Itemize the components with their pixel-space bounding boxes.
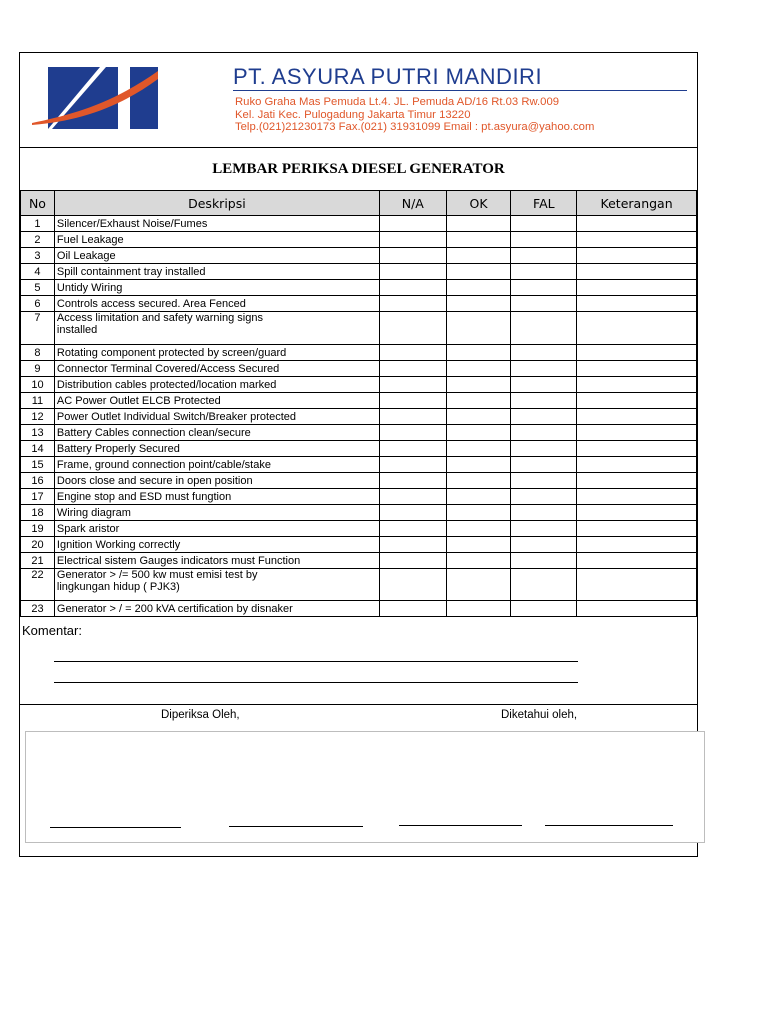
row-number: 4 bbox=[21, 264, 55, 280]
row-number: 10 bbox=[21, 377, 55, 393]
row-description: Fuel Leakage bbox=[54, 232, 379, 248]
row-description: Untidy Wiring bbox=[54, 280, 379, 296]
ok-cell[interactable] bbox=[446, 409, 511, 425]
na-cell[interactable] bbox=[379, 553, 446, 569]
row-description: Controls access secured. Area Fenced bbox=[54, 296, 379, 312]
ok-cell[interactable] bbox=[446, 425, 511, 441]
row-number: 15 bbox=[21, 457, 55, 473]
row-number: 17 bbox=[21, 489, 55, 505]
ok-cell[interactable] bbox=[446, 473, 511, 489]
na-cell[interactable] bbox=[379, 473, 446, 489]
col-header-ok: OK bbox=[446, 191, 511, 216]
col-header-fal: FAL bbox=[511, 191, 577, 216]
col-header-no: No bbox=[21, 191, 55, 216]
notes-cell[interactable] bbox=[577, 409, 697, 425]
ok-cell[interactable] bbox=[446, 601, 511, 617]
notes-cell[interactable] bbox=[577, 312, 697, 345]
notes-cell[interactable] bbox=[577, 489, 697, 505]
row-description: Power Outlet Individual Switch/Breaker protected bbox=[54, 409, 379, 425]
table-row bbox=[21, 505, 697, 521]
address-line-1: Ruko Graha Mas Pemuda Lt.4. JL. Pemuda AD/16 Rt.03 Rw.009 bbox=[235, 96, 560, 108]
notes-cell[interactable] bbox=[577, 425, 697, 441]
table-row bbox=[21, 441, 697, 457]
ok-cell[interactable] bbox=[446, 264, 511, 280]
table-row bbox=[21, 521, 697, 537]
na-cell[interactable] bbox=[379, 345, 446, 361]
table-row bbox=[21, 345, 697, 361]
row-description: Generator > / = 200 kVA certification by disnaker bbox=[54, 601, 379, 617]
notes-cell[interactable] bbox=[577, 361, 697, 377]
ok-cell[interactable] bbox=[446, 216, 511, 232]
row-description: Ignition Working correctly bbox=[54, 537, 379, 553]
na-cell[interactable] bbox=[379, 312, 446, 345]
fal-cell[interactable] bbox=[511, 345, 577, 361]
notes-cell[interactable] bbox=[577, 345, 697, 361]
table-row bbox=[21, 377, 697, 393]
row-description: Frame, ground connection point/cable/stake bbox=[54, 457, 379, 473]
table-row bbox=[21, 280, 697, 296]
form-title: LEMBAR PERIKSA DIESEL GENERATOR bbox=[212, 161, 505, 177]
row-description: Battery Cables connection clean/secure bbox=[54, 425, 379, 441]
company-name: PT. ASYURA PUTRI MANDIRI bbox=[233, 64, 543, 89]
row-number: 2 bbox=[21, 232, 55, 248]
notes-cell[interactable] bbox=[577, 505, 697, 521]
ok-cell[interactable] bbox=[446, 280, 511, 296]
fal-cell[interactable] bbox=[511, 409, 577, 425]
row-number: 13 bbox=[21, 425, 55, 441]
ok-cell[interactable] bbox=[446, 457, 511, 473]
na-cell[interactable] bbox=[379, 537, 446, 553]
fal-cell[interactable] bbox=[511, 296, 577, 312]
fal-cell[interactable] bbox=[511, 553, 577, 569]
ok-cell[interactable] bbox=[446, 232, 511, 248]
na-cell[interactable] bbox=[379, 377, 446, 393]
na-cell[interactable] bbox=[379, 248, 446, 264]
letterhead bbox=[20, 53, 697, 148]
row-number: 14 bbox=[21, 441, 55, 457]
fal-cell[interactable] bbox=[511, 280, 577, 296]
table-header-row bbox=[21, 191, 697, 216]
na-cell[interactable] bbox=[379, 569, 446, 601]
notes-cell[interactable] bbox=[577, 377, 697, 393]
notes-cell[interactable] bbox=[577, 521, 697, 537]
na-cell[interactable] bbox=[379, 393, 446, 409]
comment-line-1[interactable] bbox=[54, 661, 578, 662]
table-row bbox=[21, 473, 697, 489]
table-row bbox=[21, 553, 697, 569]
notes-cell[interactable] bbox=[577, 553, 697, 569]
notes-cell[interactable] bbox=[577, 296, 697, 312]
ok-cell[interactable] bbox=[446, 441, 511, 457]
notes-cell[interactable] bbox=[577, 280, 697, 296]
table-row bbox=[21, 361, 697, 377]
ok-cell[interactable] bbox=[446, 537, 511, 553]
na-cell[interactable] bbox=[379, 280, 446, 296]
na-cell[interactable] bbox=[379, 601, 446, 617]
table-row bbox=[21, 425, 697, 441]
notes-cell[interactable] bbox=[577, 441, 697, 457]
col-header-notes: Keterangan bbox=[577, 191, 697, 216]
ok-cell[interactable] bbox=[446, 361, 511, 377]
address-line-3: Telp.(021)21230173 Fax.(021) 31931099 Email : pt.asyura@yahoo.com bbox=[235, 121, 595, 133]
checked-by-label: Diperiksa Oleh, bbox=[161, 709, 240, 721]
row-description: Rotating component protected by screen/guard bbox=[54, 345, 379, 361]
col-header-description: Deskripsi bbox=[54, 191, 379, 216]
row-description: Generator > /= 500 kw must emisi test by lingkungan hidup ( PJK3) bbox=[54, 569, 379, 601]
fal-cell[interactable] bbox=[511, 489, 577, 505]
ok-cell[interactable] bbox=[446, 393, 511, 409]
row-description: Wiring diagram bbox=[54, 505, 379, 521]
signature-line-2[interactable] bbox=[229, 826, 363, 827]
row-description: Electrical sistem Gauges indicators must Function bbox=[54, 553, 379, 569]
row-number: 19 bbox=[21, 521, 55, 537]
fal-cell[interactable] bbox=[511, 473, 577, 489]
fal-cell[interactable] bbox=[511, 601, 577, 617]
row-number: 6 bbox=[21, 296, 55, 312]
row-number: 8 bbox=[21, 345, 55, 361]
notes-cell[interactable] bbox=[577, 264, 697, 280]
row-description: Doors close and secure in open position bbox=[54, 473, 379, 489]
fal-cell[interactable] bbox=[511, 521, 577, 537]
table-row bbox=[21, 457, 697, 473]
fal-cell[interactable] bbox=[511, 457, 577, 473]
table-row bbox=[21, 312, 697, 345]
row-number: 5 bbox=[21, 280, 55, 296]
ok-cell[interactable] bbox=[446, 521, 511, 537]
fal-cell[interactable] bbox=[511, 232, 577, 248]
fal-cell[interactable] bbox=[511, 505, 577, 521]
notes-cell[interactable] bbox=[577, 248, 697, 264]
table-row bbox=[21, 601, 697, 617]
fal-cell[interactable] bbox=[511, 537, 577, 553]
na-cell[interactable] bbox=[379, 216, 446, 232]
notes-cell[interactable] bbox=[577, 457, 697, 473]
table-row bbox=[21, 537, 697, 553]
fal-cell[interactable] bbox=[511, 248, 577, 264]
row-number: 11 bbox=[21, 393, 55, 409]
table-row bbox=[21, 409, 697, 425]
na-cell[interactable] bbox=[379, 264, 446, 280]
ok-cell[interactable] bbox=[446, 312, 511, 345]
na-cell[interactable] bbox=[379, 521, 446, 537]
ok-cell[interactable] bbox=[446, 489, 511, 505]
ok-cell[interactable] bbox=[446, 569, 511, 601]
ok-cell[interactable] bbox=[446, 248, 511, 264]
company-name-underline bbox=[233, 90, 687, 91]
notes-cell[interactable] bbox=[577, 569, 697, 601]
row-number: 9 bbox=[21, 361, 55, 377]
signature-section bbox=[20, 704, 697, 858]
inspection-sheet bbox=[19, 52, 698, 857]
na-cell[interactable] bbox=[379, 425, 446, 441]
notes-cell[interactable] bbox=[577, 216, 697, 232]
ok-cell[interactable] bbox=[446, 505, 511, 521]
na-cell[interactable] bbox=[379, 505, 446, 521]
fal-cell[interactable] bbox=[511, 569, 577, 601]
row-description: Spill containment tray installed bbox=[54, 264, 379, 280]
table-row bbox=[21, 248, 697, 264]
fal-cell[interactable] bbox=[511, 312, 577, 345]
comment-line-2[interactable] bbox=[54, 682, 578, 683]
notes-cell[interactable] bbox=[577, 537, 697, 553]
table-row bbox=[21, 296, 697, 312]
row-description: Distribution cables protected/location marked bbox=[54, 377, 379, 393]
notes-cell[interactable] bbox=[577, 232, 697, 248]
na-cell[interactable] bbox=[379, 489, 446, 505]
notes-cell[interactable] bbox=[577, 473, 697, 489]
ok-cell[interactable] bbox=[446, 296, 511, 312]
na-cell[interactable] bbox=[379, 409, 446, 425]
fal-cell[interactable] bbox=[511, 393, 577, 409]
comment-label: Komentar: bbox=[22, 623, 82, 638]
row-description: Spark aristor bbox=[54, 521, 379, 537]
table-row bbox=[21, 393, 697, 409]
row-description: AC Power Outlet ELCB Protected bbox=[54, 393, 379, 409]
notes-cell[interactable] bbox=[577, 601, 697, 617]
ok-cell[interactable] bbox=[446, 553, 511, 569]
row-number: 23 bbox=[21, 601, 55, 617]
ok-cell[interactable] bbox=[446, 345, 511, 361]
row-description: Silencer/Exhaust Noise/Fumes bbox=[54, 216, 379, 232]
acknowledged-by-label: Diketahui oleh, bbox=[501, 709, 578, 721]
fal-cell[interactable] bbox=[511, 441, 577, 457]
row-number: 3 bbox=[21, 248, 55, 264]
row-number: 1 bbox=[21, 216, 55, 232]
signature-line-3[interactable] bbox=[399, 825, 522, 826]
notes-cell[interactable] bbox=[577, 393, 697, 409]
table-row bbox=[21, 216, 697, 232]
signature-line-1[interactable] bbox=[50, 827, 181, 828]
fal-cell[interactable] bbox=[511, 425, 577, 441]
na-cell[interactable] bbox=[379, 457, 446, 473]
table-row bbox=[21, 569, 697, 601]
address-line-2: Kel. Jati Kec. Pulogadung Jakarta Timur 13220 bbox=[235, 109, 471, 121]
table-row bbox=[21, 264, 697, 280]
row-description: Engine stop and ESD must fungtion bbox=[54, 489, 379, 505]
row-number: 20 bbox=[21, 537, 55, 553]
signature-line-4[interactable] bbox=[545, 825, 673, 826]
table-row bbox=[21, 232, 697, 248]
company-logo bbox=[30, 65, 165, 131]
row-number: 12 bbox=[21, 409, 55, 425]
row-description: Connector Terminal Covered/Access Secured bbox=[54, 361, 379, 377]
row-description: Battery Properly Secured bbox=[54, 441, 379, 457]
row-description: Oil Leakage bbox=[54, 248, 379, 264]
checklist-table bbox=[20, 190, 697, 617]
fal-cell[interactable] bbox=[511, 377, 577, 393]
row-number: 18 bbox=[21, 505, 55, 521]
na-cell[interactable] bbox=[379, 361, 446, 377]
fal-cell[interactable] bbox=[511, 361, 577, 377]
fal-cell[interactable] bbox=[511, 216, 577, 232]
na-cell[interactable] bbox=[379, 441, 446, 457]
signature-box bbox=[25, 731, 705, 843]
table-row bbox=[21, 489, 697, 505]
ok-cell[interactable] bbox=[446, 377, 511, 393]
col-header-na: N/A bbox=[379, 191, 446, 216]
row-number: 16 bbox=[21, 473, 55, 489]
na-cell[interactable] bbox=[379, 232, 446, 248]
row-description: Access limitation and safety warning signs installed bbox=[54, 312, 379, 345]
row-number: 21 bbox=[21, 553, 55, 569]
row-number: 7 bbox=[21, 312, 55, 345]
fal-cell[interactable] bbox=[511, 264, 577, 280]
row-number: 22 bbox=[21, 569, 55, 601]
na-cell[interactable] bbox=[379, 296, 446, 312]
